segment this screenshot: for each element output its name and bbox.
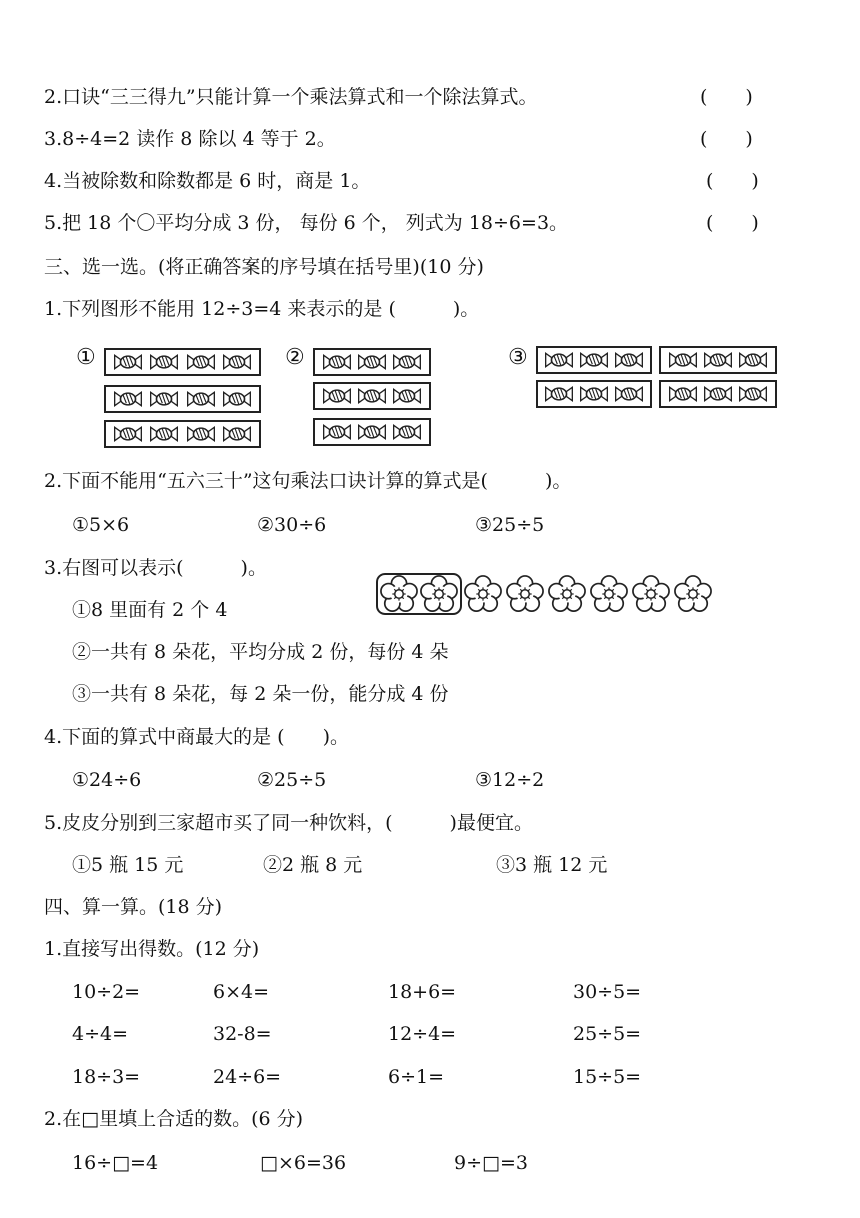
section-4-title: 四、算一算。(18 分) xyxy=(44,896,223,918)
flower-icon xyxy=(464,575,502,613)
candy-group xyxy=(536,380,652,408)
s3-q2-option-3[interactable]: ③25÷5 xyxy=(475,514,545,536)
s3-q3-option-2[interactable]: ②一共有 8 朵花，平均分成 2 份，每份 4 朵 xyxy=(72,641,449,663)
answer-paren-3[interactable]: ( ) xyxy=(700,128,753,150)
s3-q5-option-3[interactable]: ③3 瓶 12 元 xyxy=(496,854,608,876)
candy-icon xyxy=(186,424,216,444)
candy-icon xyxy=(222,389,252,409)
candy-icon xyxy=(357,386,387,406)
candy-icon xyxy=(222,352,252,372)
candy-group xyxy=(104,385,261,413)
tf-item-5: 5.把 18 个〇平均分成 3 份， 每份 6 个， 列式为 18÷6=3。 xyxy=(44,212,569,234)
calc-item[interactable]: 24÷6= xyxy=(213,1066,282,1088)
candy-icon xyxy=(392,422,422,442)
flower-icon xyxy=(380,575,418,613)
candy-icon xyxy=(738,350,768,370)
s3-q2-option-2[interactable]: ②30÷6 xyxy=(257,514,327,536)
s3-q3-text: 3.右图可以表示( )。 xyxy=(44,557,267,579)
candy-group xyxy=(104,348,261,376)
candy-icon xyxy=(322,422,352,442)
fill-box-item[interactable]: 16÷□=4 xyxy=(72,1152,159,1174)
candy-icon xyxy=(544,384,574,404)
calc-item[interactable]: 30÷5= xyxy=(573,981,642,1003)
calc-item[interactable]: 15÷5= xyxy=(573,1066,642,1088)
candy-icon xyxy=(149,352,179,372)
flower-icon xyxy=(506,575,544,613)
flower-icon xyxy=(590,575,628,613)
fill-box-item[interactable]: 9÷□=3 xyxy=(454,1152,528,1174)
candy-icon xyxy=(703,350,733,370)
candy-icon xyxy=(113,389,143,409)
candy-icon xyxy=(322,352,352,372)
candy-group xyxy=(659,346,777,374)
s3-q3-option-1[interactable]: ①8 里面有 2 个 4 xyxy=(72,599,228,621)
flower-icon xyxy=(548,575,586,613)
calc-item[interactable]: 4÷4= xyxy=(72,1023,129,1045)
candy-icon xyxy=(357,422,387,442)
candy-group xyxy=(536,346,652,374)
calc-item[interactable]: 12÷4= xyxy=(388,1023,457,1045)
s4-q2-text: 2.在□里填上合适的数。(6 分) xyxy=(44,1108,304,1130)
answer-paren-2[interactable]: ( ) xyxy=(700,86,753,108)
answer-paren-5[interactable]: ( ) xyxy=(706,212,759,234)
s3-q4-option-3[interactable]: ③12÷2 xyxy=(475,769,545,791)
candy-icon xyxy=(738,384,768,404)
s3-q2-text: 2.下面不能用“五六三十”这句乘法口诀计算的算式是( )。 xyxy=(44,470,572,492)
candy-icon xyxy=(186,352,216,372)
s4-q1-text: 1.直接写出得数。(12 分) xyxy=(44,938,260,960)
s3-q5-option-2[interactable]: ②2 瓶 8 元 xyxy=(263,854,363,876)
calc-item[interactable]: 25÷5= xyxy=(573,1023,642,1045)
s3-q4-option-2[interactable]: ②25÷5 xyxy=(257,769,327,791)
calc-item[interactable]: 6×4= xyxy=(213,981,270,1003)
candy-icon xyxy=(668,350,698,370)
tf-item-3: 3.8÷4=2 读作 8 除以 4 等于 2。 xyxy=(44,128,336,150)
s3-q5-option-1[interactable]: ①5 瓶 15 元 xyxy=(72,854,184,876)
tf-item-4: 4.当被除数和除数都是 6 时，商是 1。 xyxy=(44,170,371,192)
candy-icon xyxy=(392,386,422,406)
answer-paren-4[interactable]: ( ) xyxy=(706,170,759,192)
candy-icon xyxy=(392,352,422,372)
calc-item[interactable]: 6÷1= xyxy=(388,1066,445,1088)
candy-icon xyxy=(703,384,733,404)
s3-q1-text: 1.下列图形不能用 12÷3=4 来表示的是 ( )。 xyxy=(44,298,480,320)
candy-icon xyxy=(222,424,252,444)
calc-item[interactable]: 10÷2= xyxy=(72,981,141,1003)
candy-icon xyxy=(322,386,352,406)
candy-group xyxy=(313,382,431,410)
figure-label-2: ② xyxy=(285,345,305,370)
candy-icon xyxy=(357,352,387,372)
candy-group xyxy=(313,348,431,376)
candy-icon xyxy=(186,389,216,409)
tf-item-2: 2.口诀“三三得九”只能计算一个乘法算式和一个除法算式。 xyxy=(44,86,538,108)
s3-q3-option-3[interactable]: ③一共有 8 朵花，每 2 朵一份，能分成 4 份 xyxy=(72,683,449,705)
candy-icon xyxy=(614,384,644,404)
candy-icon xyxy=(579,350,609,370)
flower-icon xyxy=(420,575,458,613)
candy-icon xyxy=(668,384,698,404)
candy-icon xyxy=(544,350,574,370)
s3-q4-option-1[interactable]: ①24÷6 xyxy=(72,769,142,791)
figure-label-3: ③ xyxy=(508,345,528,370)
candy-icon xyxy=(113,424,143,444)
calc-item[interactable]: 32-8= xyxy=(213,1023,272,1045)
candy-group xyxy=(104,420,261,448)
s3-q5-text: 5.皮皮分别到三家超市买了同一种饮料，( )最便宜。 xyxy=(44,812,533,834)
calc-item[interactable]: 18÷3= xyxy=(72,1066,141,1088)
candy-icon xyxy=(614,350,644,370)
calc-item[interactable]: 18+6= xyxy=(388,981,457,1003)
candy-group xyxy=(659,380,777,408)
flower-icon xyxy=(632,575,670,613)
s3-q4-text: 4.下面的算式中商最大的是 ( )。 xyxy=(44,726,349,748)
section-3-title: 三、选一选。(将正确答案的序号填在括号里)(10 分) xyxy=(44,256,484,278)
figure-label-1: ① xyxy=(76,345,96,370)
candy-icon xyxy=(149,424,179,444)
candy-icon xyxy=(113,352,143,372)
s3-q2-option-1[interactable]: ①5×6 xyxy=(72,514,130,536)
candy-icon xyxy=(149,389,179,409)
fill-box-item[interactable]: □×6=36 xyxy=(260,1152,347,1174)
candy-icon xyxy=(579,384,609,404)
flower-icon xyxy=(674,575,712,613)
candy-group xyxy=(313,418,431,446)
